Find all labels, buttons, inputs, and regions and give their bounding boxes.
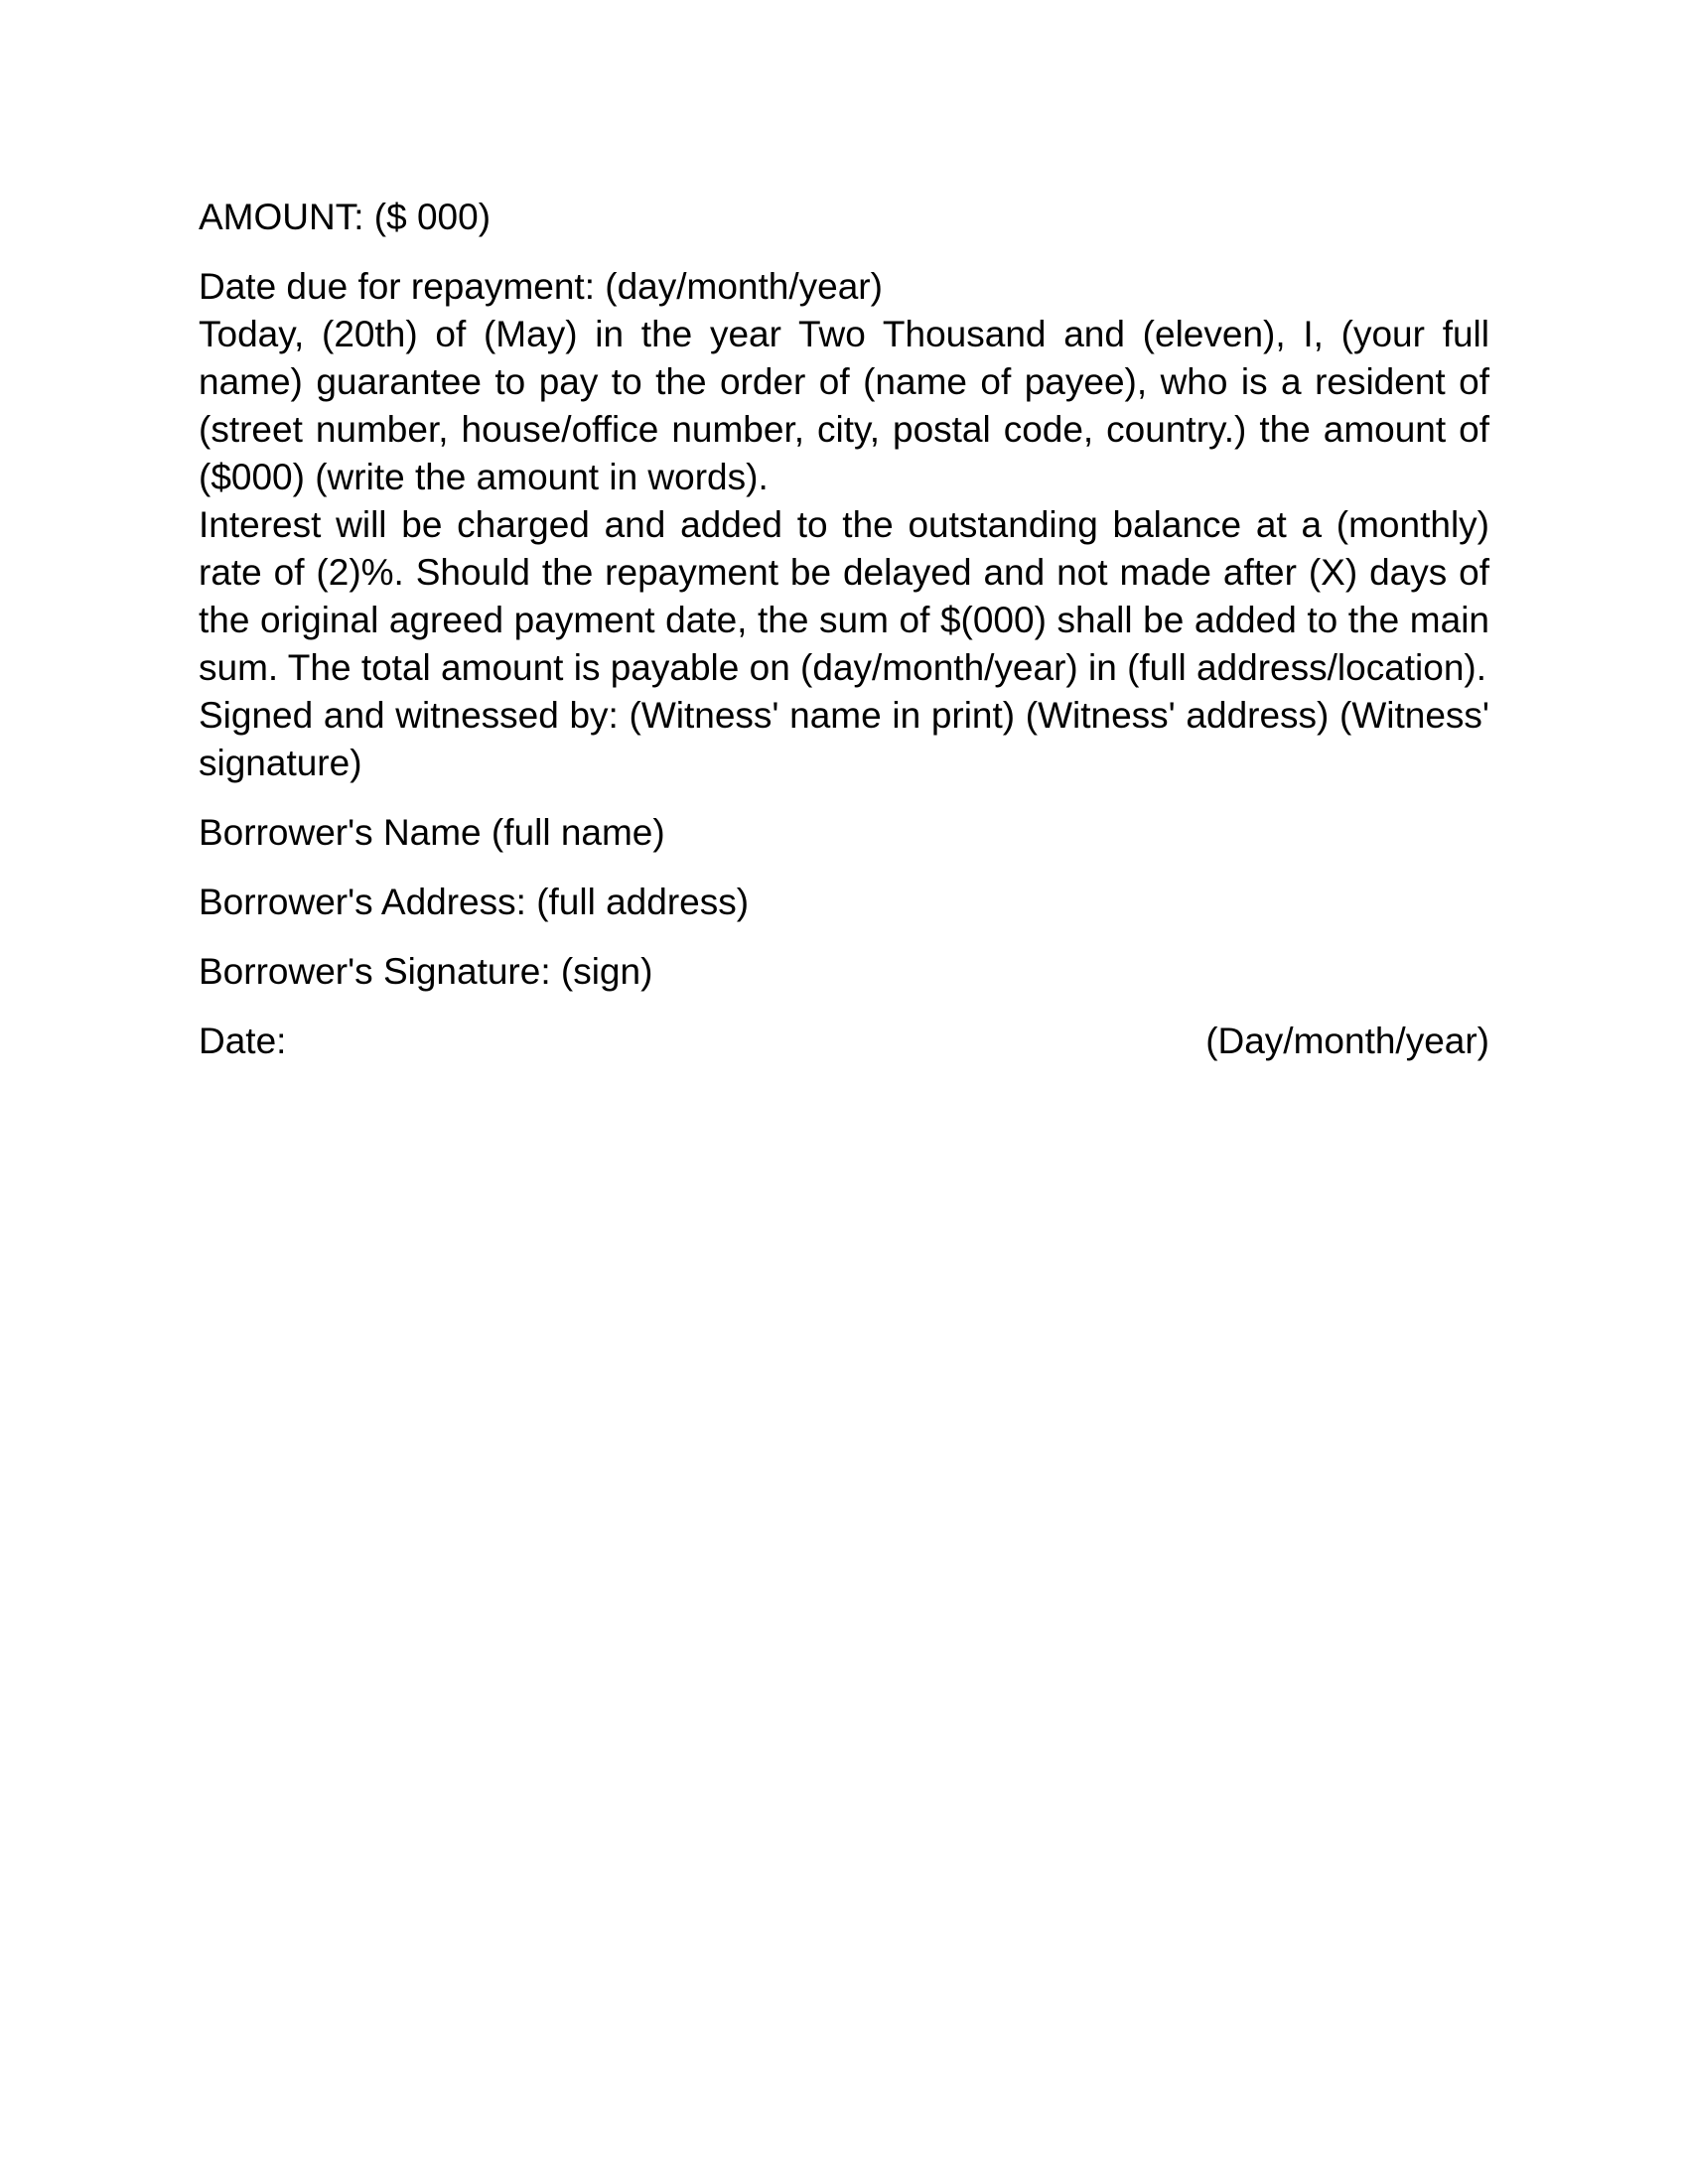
borrower-address-line: Borrower's Address: (full address)	[199, 882, 750, 922]
borrower-signature-line: Borrower's Signature: (sign)	[199, 951, 653, 992]
amount-line: AMOUNT: ($ 000)	[199, 197, 492, 237]
guarantee-paragraph: Today, (20th) of (May) in the year Two Thousand and (eleven), I, (your full name) guarantee to pay to the order of (name of payee), who is a resident of (street number, house/office number, city, postal code, country.) the amount of ($000) (write the amount in words).	[199, 314, 1489, 497]
date-row	[199, 1018, 1489, 1065]
date-value: (Day/month/year)	[1205, 1021, 1489, 1061]
interest-paragraph: Interest will be charged and added to the outstanding balance at a (monthly) rate of (2)%. Should the repayment be delayed and not made after (X) days of the original agreed payment date, the sum of $(000) shall be added to the main sum. The total amount is payable on (day/month/year) in (full address/location).	[199, 504, 1489, 688]
due-date-line: Date due for repayment: (day/month/year)	[199, 266, 883, 307]
date-label: Date:	[199, 1021, 287, 1061]
document-page	[199, 194, 1489, 1065]
witness-paragraph: Signed and witnessed by: (Witness' name in print) (Witness' address) (Witness' signature)	[199, 695, 1489, 783]
borrower-name-line: Borrower's Name (full name)	[199, 812, 665, 853]
